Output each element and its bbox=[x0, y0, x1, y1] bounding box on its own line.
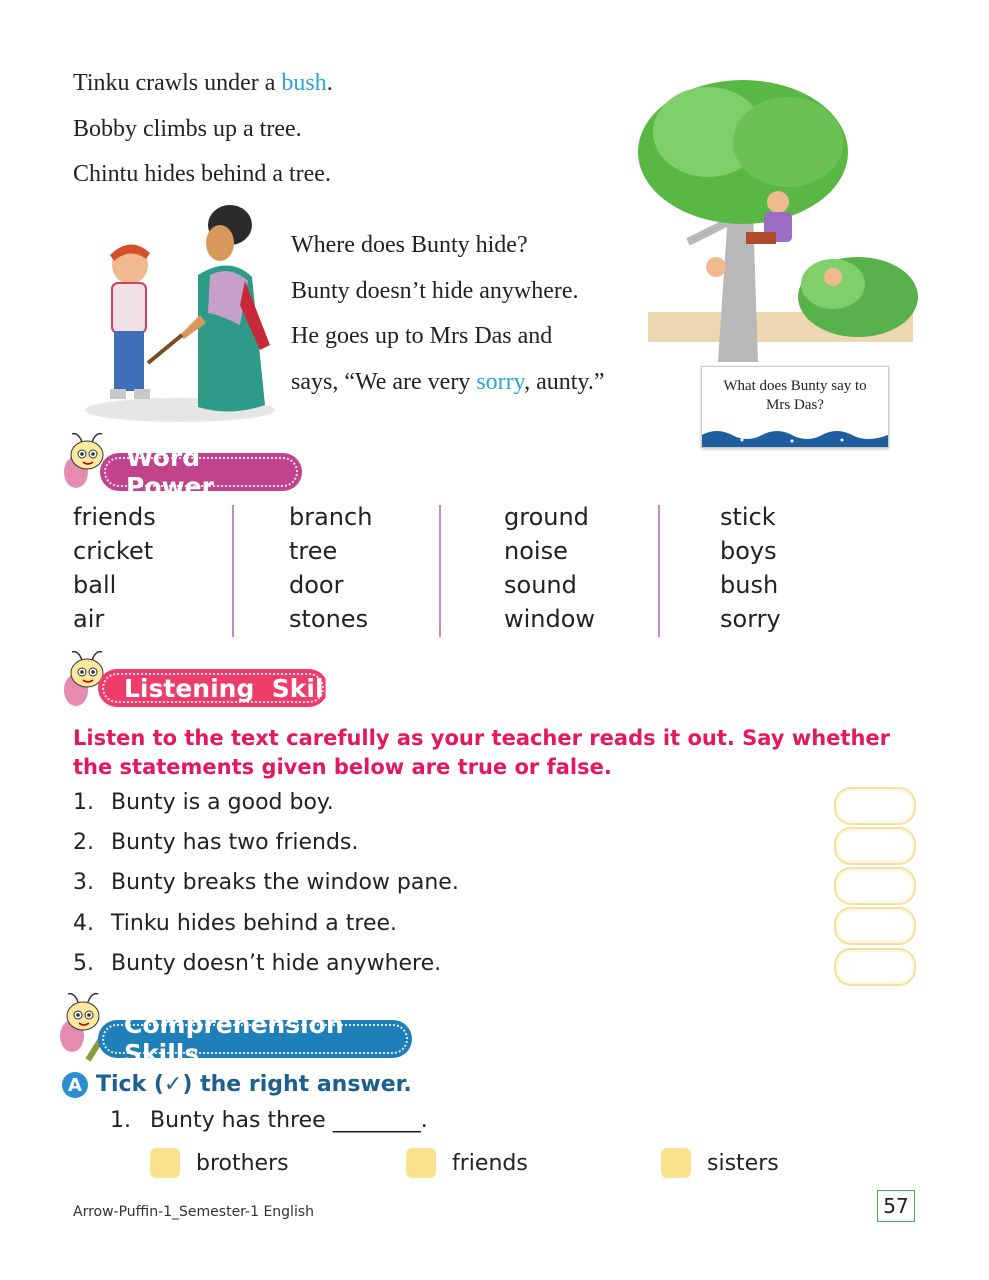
word-item: cricket bbox=[73, 537, 154, 565]
story-line-4: Where does Bunty hide? bbox=[291, 232, 528, 258]
column-divider bbox=[439, 505, 441, 637]
word-item: noise bbox=[504, 537, 568, 565]
statement-item bbox=[73, 870, 459, 895]
statement-item bbox=[73, 790, 334, 815]
question-text: Bunty has three ________. bbox=[150, 1108, 428, 1133]
word-item: door bbox=[289, 571, 344, 599]
question-1 bbox=[110, 1108, 428, 1133]
word-power-banner bbox=[100, 443, 302, 501]
word-item: sorry bbox=[720, 605, 781, 633]
answer-oval-1[interactable] bbox=[834, 787, 916, 825]
statement-text: Bunty has two friends. bbox=[111, 830, 359, 855]
option-brothers[interactable] bbox=[150, 1148, 289, 1178]
exercise-a-heading bbox=[62, 1072, 412, 1098]
option-checkbox[interactable] bbox=[406, 1148, 436, 1178]
think-question-box bbox=[701, 366, 889, 448]
listening-skills-banner bbox=[98, 669, 347, 707]
statement-text: Tinku hides behind a tree. bbox=[111, 911, 398, 936]
statement-item bbox=[73, 951, 441, 976]
statement-number: 5. bbox=[73, 951, 94, 976]
exercise-a-instruction: Tick (✓) the right answer. bbox=[96, 1072, 412, 1097]
instruction-line-2: the statements given below are true or false. bbox=[73, 755, 612, 779]
answer-oval-4[interactable] bbox=[834, 907, 916, 945]
exercise-letter-badge: A bbox=[62, 1072, 88, 1098]
listening-instruction bbox=[73, 724, 923, 782]
book-footer: Arrow-Puffin-1_Semester-1 English bbox=[73, 1204, 315, 1220]
option-sisters[interactable] bbox=[661, 1148, 779, 1178]
statement-number: 1. bbox=[73, 790, 94, 815]
word-item: ground bbox=[504, 503, 589, 531]
wave-decoration bbox=[702, 425, 888, 447]
word-item: air bbox=[73, 605, 105, 633]
word-item: ball bbox=[73, 571, 117, 599]
story-line-3: Chintu hides behind a tree. bbox=[73, 161, 331, 187]
story-line-2: Bobby climbs up a tree. bbox=[73, 116, 302, 142]
story-text: . bbox=[326, 70, 333, 96]
word-column-1 bbox=[73, 500, 156, 636]
listening-skills-title: Listening Skills bbox=[124, 673, 347, 703]
option-label: friends bbox=[452, 1150, 528, 1176]
option-checkbox[interactable] bbox=[150, 1148, 180, 1178]
word-column-4 bbox=[720, 500, 781, 636]
option-checkbox[interactable] bbox=[661, 1148, 691, 1178]
word-item: stick bbox=[720, 503, 776, 531]
instruction-line-1: Listen to the text carefully as your teacher reads it out. Say whether bbox=[73, 726, 890, 750]
statement-item bbox=[73, 830, 358, 855]
tree-illustration bbox=[628, 62, 918, 362]
highlight-word-sorry: sorry bbox=[476, 369, 525, 395]
option-friends[interactable] bbox=[406, 1148, 528, 1178]
word-item: boys bbox=[720, 537, 777, 565]
word-item: bush bbox=[720, 571, 779, 599]
word-column-2 bbox=[289, 500, 372, 636]
think-question-line-2: Mrs Das? bbox=[766, 397, 824, 413]
answer-oval-2[interactable] bbox=[834, 827, 916, 865]
story-text: , aunty.” bbox=[524, 369, 605, 395]
story-text: says, “We are very bbox=[291, 369, 477, 395]
column-divider bbox=[658, 505, 660, 637]
answer-oval-3[interactable] bbox=[834, 867, 916, 905]
comprehension-skills-title: Comprehension Skills bbox=[124, 1010, 344, 1068]
column-divider bbox=[232, 505, 234, 637]
word-item: sound bbox=[504, 571, 577, 599]
question-number: 1. bbox=[110, 1108, 131, 1133]
word-item: stones bbox=[289, 605, 369, 633]
story-text: Tinku crawls under a bbox=[73, 70, 282, 96]
story-line-6: He goes up to Mrs Das and bbox=[291, 323, 553, 349]
statement-number: 4. bbox=[73, 911, 94, 936]
story-line-1 bbox=[73, 70, 333, 97]
highlight-word-bush: bush bbox=[281, 70, 327, 96]
option-label: sisters bbox=[707, 1150, 779, 1176]
comprehension-skills-banner bbox=[98, 1010, 412, 1068]
statement-text: Bunty doesn’t hide anywhere. bbox=[111, 951, 442, 976]
word-column-3 bbox=[504, 500, 595, 636]
think-question bbox=[702, 377, 888, 415]
story-line-5: Bunty doesn’t hide anywhere. bbox=[291, 278, 579, 304]
answer-oval-5[interactable] bbox=[834, 948, 916, 986]
word-item: tree bbox=[289, 537, 338, 565]
story-line-7 bbox=[291, 369, 605, 396]
statement-text: Bunty breaks the window pane. bbox=[111, 870, 459, 895]
word-item: window bbox=[504, 605, 596, 633]
word-item: branch bbox=[289, 503, 373, 531]
statement-text: Bunty is a good boy. bbox=[111, 790, 334, 815]
word-item: friends bbox=[73, 503, 156, 531]
statement-number: 2. bbox=[73, 830, 94, 855]
option-label: brothers bbox=[196, 1150, 289, 1176]
boy-and-woman-illustration bbox=[80, 195, 280, 425]
statement-item bbox=[73, 911, 397, 936]
think-question-line-1: What does Bunty say to bbox=[723, 378, 867, 394]
statement-number: 3. bbox=[73, 870, 94, 895]
page-number: 57 bbox=[877, 1190, 915, 1222]
word-power-title: Word Power bbox=[126, 443, 214, 501]
